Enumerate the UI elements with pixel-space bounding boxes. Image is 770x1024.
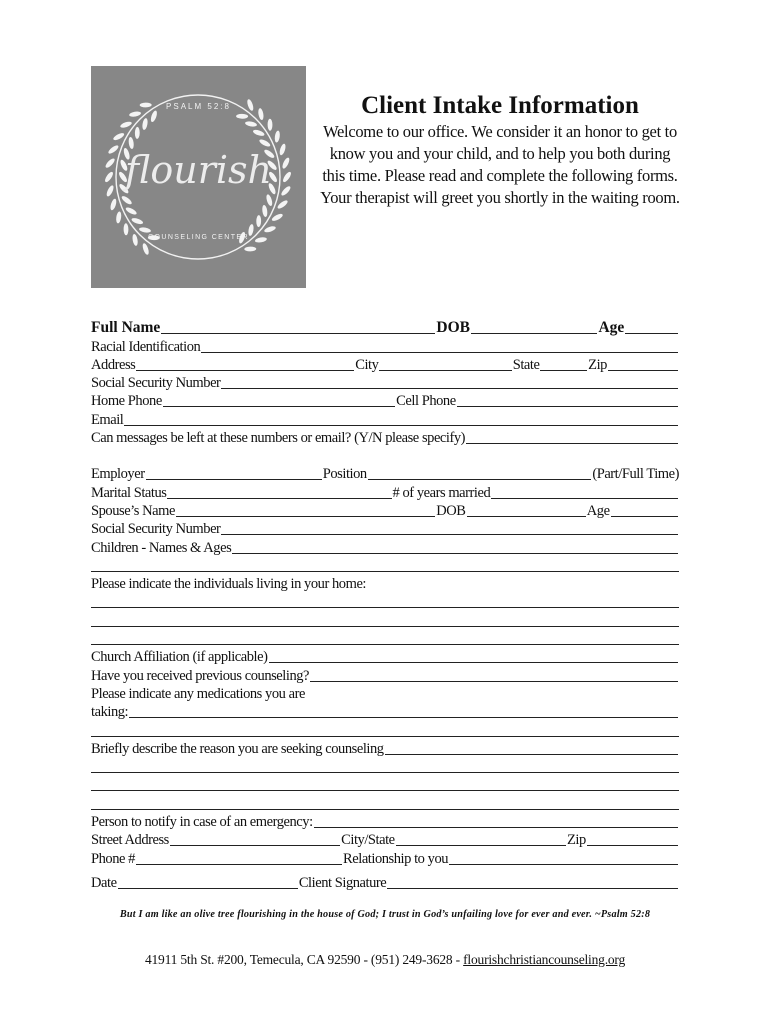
wreath-leaf — [109, 198, 117, 211]
label-spouse-age: Age — [586, 502, 610, 519]
position-field[interactable] — [368, 466, 592, 480]
label-position: Position — [322, 466, 367, 483]
label-reason: Briefly describe the reason you are seeking counseling — [91, 740, 384, 757]
row-phone — [91, 392, 679, 410]
row-employer — [91, 465, 679, 483]
row-previous — [91, 666, 679, 684]
wreath-leaf — [244, 246, 256, 251]
label-cell-phone: Cell Phone — [396, 393, 456, 410]
logo-subtitle-text: COUNSELING CENTER — [148, 234, 249, 241]
label-emergency: Person to notify in case of an emergency: — [91, 814, 313, 831]
cell-phone-field[interactable] — [457, 393, 678, 407]
full-name-field[interactable] — [161, 320, 435, 334]
wreath-leaf — [120, 120, 133, 128]
wreath-leaf — [236, 114, 248, 119]
medications-field[interactable] — [129, 704, 678, 718]
city-field[interactable] — [379, 357, 511, 371]
row-church — [91, 648, 679, 666]
label-medications-2: taking: — [91, 704, 129, 721]
medications-extra-line[interactable] — [91, 721, 679, 739]
employer-field[interactable] — [146, 466, 322, 480]
row-spouse-ssn — [91, 520, 679, 538]
wreath-leaf — [267, 119, 272, 131]
row-marital — [91, 483, 679, 501]
label-spouse-name: Spouse’s Name — [91, 502, 175, 519]
label-employer: Employer — [91, 466, 145, 483]
wreath-leaf — [274, 130, 280, 143]
zip-field[interactable] — [608, 357, 678, 371]
address-field[interactable] — [136, 357, 354, 371]
wreath-leaf — [135, 127, 140, 139]
row-medications-2 — [91, 703, 679, 721]
dob-field[interactable] — [471, 320, 598, 334]
previous-field[interactable] — [310, 668, 678, 682]
label-address: Address — [91, 356, 136, 373]
label-household: Please indicate the individuals living in your home: — [91, 576, 367, 593]
label-messages: Can messages be left at these numbers or email? (Y/N please specify) — [91, 430, 466, 447]
row-emergency — [91, 813, 679, 831]
wreath-leaf — [150, 110, 158, 123]
state-field[interactable] — [540, 357, 587, 371]
label-age: Age — [598, 319, 625, 337]
label-spouse-dob: DOB — [436, 502, 466, 519]
row-reason — [91, 740, 679, 758]
years-married-field[interactable] — [491, 485, 678, 499]
label-email: Email — [91, 411, 124, 428]
row-address — [91, 356, 679, 374]
church-field[interactable] — [269, 649, 679, 663]
label-ssn: Social Security Number — [91, 375, 221, 392]
label-racial: Racial Identification — [91, 338, 201, 355]
page-title: Client Intake Information — [361, 92, 639, 119]
row-children — [91, 538, 679, 556]
label-state: State — [512, 356, 540, 373]
household-line-3[interactable] — [91, 630, 679, 648]
label-date: Date — [91, 874, 117, 891]
logo-brand-text: flourish — [125, 148, 272, 192]
label-relationship: Relationship to you — [343, 850, 449, 867]
row-spouse — [91, 502, 679, 520]
email-field[interactable] — [124, 412, 678, 426]
label-zip: Zip — [588, 356, 607, 373]
row-street — [91, 831, 679, 849]
spouse-dob-field[interactable] — [467, 503, 586, 517]
wreath-leaf — [245, 121, 258, 128]
logo-psalm-text: PSALM 52:8 — [166, 102, 231, 111]
label-marital: Marital Status — [91, 484, 167, 501]
intake-form — [91, 319, 679, 892]
label-years-married: # of years married — [392, 484, 491, 501]
marital-field[interactable] — [167, 485, 391, 499]
date-field[interactable] — [118, 875, 298, 889]
age-field[interactable] — [625, 320, 678, 334]
wreath-leaf — [129, 111, 142, 118]
home-phone-field[interactable] — [163, 393, 395, 407]
spouse-ssn-field[interactable] — [221, 521, 678, 535]
label-children: Children - Names & Ages — [91, 539, 232, 556]
wreath-leaf — [139, 227, 152, 234]
scripture-quote: But I am like an olive tree flourishing in the house of God; I trust in God’s unfailing love for ever and ever. ~Psalm 52:8 — [119, 909, 651, 920]
label-spouse-ssn: Social Security Number — [91, 521, 221, 538]
wreath-leaf — [271, 212, 284, 222]
wreath-leaf — [265, 194, 273, 207]
children-field[interactable] — [232, 540, 678, 554]
row-signature — [91, 874, 679, 892]
label-phone: Phone # — [91, 850, 135, 867]
wreath-leaf — [256, 215, 261, 227]
label-city: City — [355, 356, 379, 373]
label-medications-1: Please indicate any medications you are — [91, 685, 305, 702]
label-home-phone: Home Phone — [91, 393, 162, 410]
wreath-leaf — [141, 243, 149, 256]
label-full-name: Full Name — [91, 319, 161, 337]
street-field[interactable] — [170, 832, 340, 846]
reason-line-2[interactable] — [91, 776, 679, 794]
row-medications-1 — [91, 685, 679, 703]
emergency-phone-field[interactable] — [136, 851, 342, 865]
wreath-leaf — [262, 205, 268, 218]
row-racial — [91, 337, 679, 355]
welcome-paragraph: Welcome to our office. We consider it an honor to get to know you and your child, and to help you both during this time. Please read and complete the following forms. Your therapist will greet you shortly in the waiting room. — [320, 122, 680, 207]
wreath-leaf — [142, 118, 149, 131]
wreath-leaf — [252, 129, 265, 137]
label-dob: DOB — [436, 319, 470, 337]
label-part-full: (Part/Full Time) — [592, 466, 679, 483]
signature-field[interactable] — [387, 875, 678, 889]
label-previous: Have you received previous counseling? — [91, 667, 310, 684]
spouse-name-field[interactable] — [176, 503, 435, 517]
row-emergency-phone — [91, 849, 679, 867]
label-signature: Client Signature — [298, 874, 387, 891]
wreath-leaf — [120, 195, 132, 206]
relationship-field[interactable] — [449, 851, 678, 865]
emergency-zip-field[interactable] — [587, 832, 678, 846]
reason-field[interactable] — [385, 741, 678, 755]
spouse-age-field[interactable] — [611, 503, 678, 517]
label-e-zip: Zip — [566, 832, 586, 849]
row-household — [91, 575, 679, 593]
spacer — [91, 447, 679, 465]
wreath-leaf — [276, 199, 288, 210]
wreath-leaf — [258, 138, 271, 148]
wreath-leaf — [115, 211, 121, 224]
reason-line-3[interactable] — [91, 794, 679, 812]
wreath-leaf — [112, 132, 125, 142]
footer-website-link[interactable]: flourishchristiancounseling.org — [463, 952, 626, 967]
wreath-leaf — [264, 225, 277, 233]
ssn-field[interactable] — [221, 375, 678, 389]
label-church: Church Affiliation (if applicable) — [91, 649, 268, 666]
children-extra-line[interactable] — [91, 557, 679, 575]
footer-address: 41911 5th St. #200, Temecula, CA 92590 - (951) 249-3628 - — [144, 952, 464, 967]
footer — [91, 952, 679, 968]
row-full-name — [91, 319, 679, 337]
city-state-field[interactable] — [396, 832, 566, 846]
row-messages — [91, 429, 679, 447]
logo — [91, 66, 306, 288]
reason-line-1[interactable] — [91, 758, 679, 776]
row-email — [91, 410, 679, 428]
emergency-field[interactable] — [314, 814, 678, 828]
household-line-1[interactable] — [91, 593, 679, 611]
label-city-state: City/State — [341, 832, 395, 849]
messages-field[interactable] — [466, 430, 678, 444]
row-ssn — [91, 374, 679, 392]
wreath-leaf — [131, 217, 144, 225]
racial-field[interactable] — [201, 339, 678, 353]
wreath-leaf — [125, 206, 138, 216]
household-line-2[interactable] — [91, 611, 679, 629]
label-street: Street Address — [91, 832, 169, 849]
